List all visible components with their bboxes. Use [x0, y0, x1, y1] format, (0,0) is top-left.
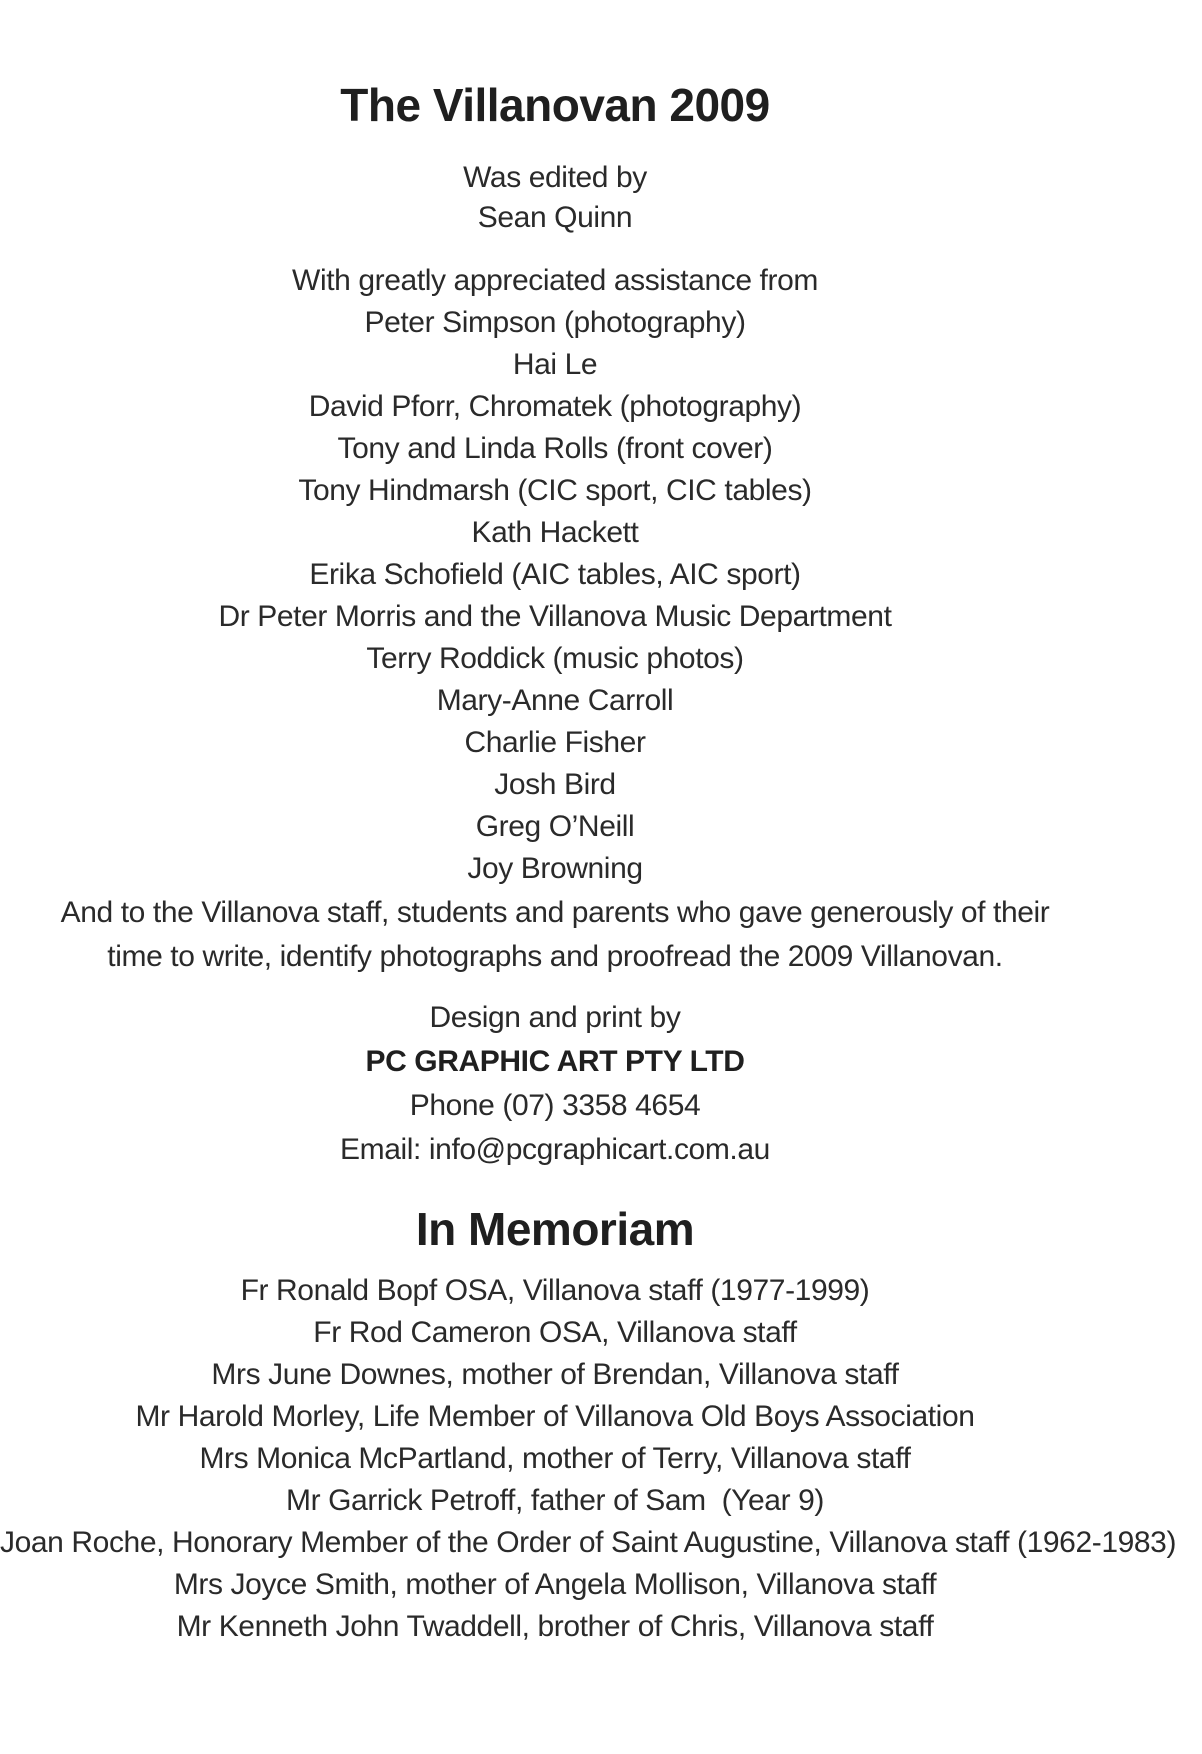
- assistance-person: Josh Bird: [494, 768, 616, 801]
- thanks-paragraph: [0, 891, 1110, 979]
- page-title: The Villanovan 2009: [340, 79, 770, 131]
- memoriam-entry: Fr Ronald Bopf OSA, Villanova staff (1977-1999): [240, 1274, 870, 1307]
- memoriam-entry: Joan Roche, Honorary Member of the Order of Saint Augustine, Villanova staff (1962-1983): [0, 1526, 1177, 1559]
- assistance-person: Charlie Fisher: [464, 726, 646, 759]
- printer-email: Email: info@pcgraphicart.com.au: [340, 1133, 770, 1166]
- memoriam-entry: Mr Harold Morley, Life Member of Villanova Old Boys Association: [135, 1400, 975, 1433]
- thanks-line: And to the Villanova staff, students and parents who gave generously of their: [60, 896, 1050, 929]
- design-print-section: [0, 996, 1110, 1172]
- assistance-intro: With greatly appreciated assistance from: [292, 264, 818, 297]
- memoriam-heading: In Memoriam: [415, 1203, 695, 1255]
- assistance-person: Peter Simpson (photography): [364, 306, 746, 339]
- editor-section: [0, 158, 1110, 238]
- printer-company-name: PC GRAPHIC ART PTY LTD: [365, 1045, 745, 1078]
- assistance-person: David Pforr, Chromatek (photography): [308, 390, 802, 423]
- edited-by-label: Was edited by: [463, 161, 647, 194]
- assistance-person: Tony and Linda Rolls (front cover): [337, 432, 773, 465]
- assistance-person: Tony Hindmarsh (CIC sport, CIC tables): [298, 474, 812, 507]
- memoriam-entry: Mrs Joyce Smith, mother of Angela Mollison, Villanova staff: [173, 1568, 937, 1601]
- assistance-person: Joy Browning: [467, 852, 643, 885]
- editor-name: Sean Quinn: [477, 201, 633, 234]
- memoriam-entry: Mrs June Downes, mother of Brendan, Villanova staff: [211, 1358, 899, 1391]
- assistance-person: Terry Roddick (music photos): [366, 642, 744, 675]
- assistance-section: [0, 260, 1110, 890]
- assistance-person: Dr Peter Morris and the Villanova Music Department: [218, 600, 892, 633]
- printer-phone: Phone (07) 3358 4654: [409, 1089, 701, 1122]
- memoriam-entry: Fr Rod Cameron OSA, Villanova staff: [313, 1316, 797, 1349]
- thanks-line: time to write, identify photographs and proofread the 2009 Villanovan.: [107, 940, 1003, 973]
- design-label: Design and print by: [429, 1001, 681, 1034]
- memoriam-entry: Mr Garrick Petroff, father of Sam (Year 9): [286, 1484, 824, 1517]
- assistance-person: Kath Hackett: [471, 516, 639, 549]
- assistance-person: Greg O’Neill: [475, 810, 635, 843]
- assistance-person: Mary-Anne Carroll: [436, 684, 674, 717]
- assistance-person: Hai Le: [512, 348, 598, 381]
- assistance-person: Erika Schofield (AIC tables, AIC sport): [309, 558, 801, 591]
- memoriam-list: [0, 1270, 1177, 1648]
- memoriam-entry: Mr Kenneth John Twaddell, brother of Chris, Villanova staff: [176, 1610, 934, 1643]
- memoriam-entry: Mrs Monica McPartland, mother of Terry, Villanova staff: [199, 1442, 911, 1475]
